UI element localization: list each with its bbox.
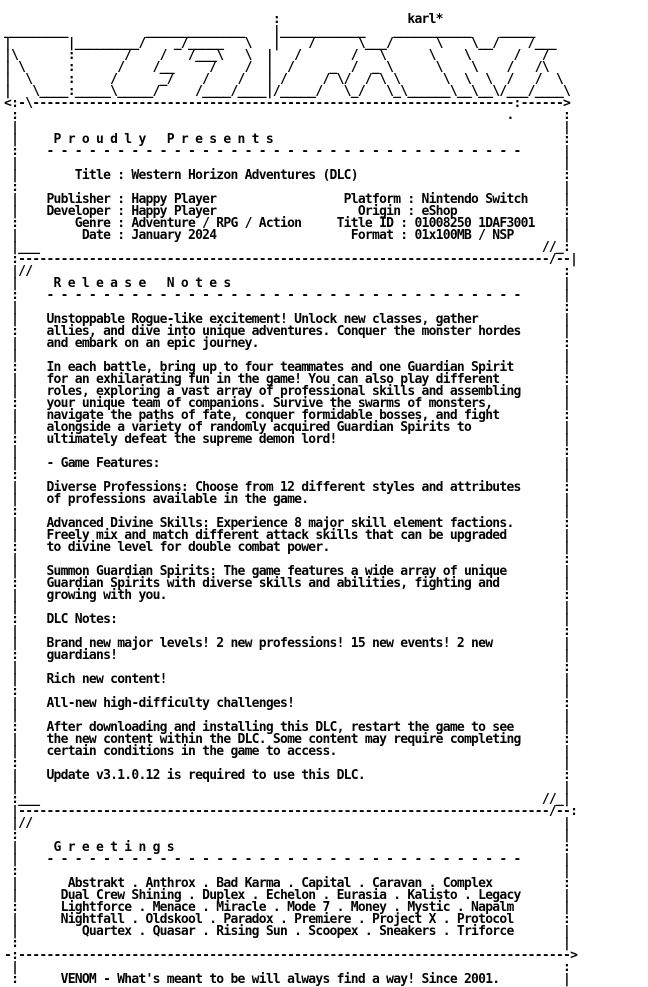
- nfo-line: : allies, and dive into unique adventures. Conquer the monster hordes |: [4, 324, 571, 339]
- nfo-line: | and embark on an epic journey. :: [4, 336, 571, 351]
- nfo-line: |---------------------------------------------------------------------------/--:: [4, 804, 578, 819]
- nfo-line: : VENOM - What's meant to be will always find a way! Since 2001. |: [4, 972, 571, 987]
- nfo-line: : to divine level for double combat power. |: [4, 540, 571, 555]
- nfo-line: | \ : / _/ / / | / / \/ / \ \ \ \ \ / / \: [4, 72, 564, 87]
- nfo-line: | :: [4, 444, 571, 459]
- nfo-line: : Guardian Spirits with diverse skills and abilities, fighting and |: [4, 576, 571, 591]
- nfo-line: | for an exhilarating fun in the game! You can also play different :: [4, 372, 571, 387]
- nfo-line: : |: [4, 684, 571, 699]
- nfo-line: | Nightfall . Oldskool . Paradox . Premiere . Project X . Protocol :: [4, 912, 571, 927]
- nfo-line: |// :: [4, 264, 571, 279]
- nfo-line: : your unique team of companions. Survive the swarms of monsters, |: [4, 396, 571, 411]
- nfo-line: | alongside a variety of randomly acquired Guardian Spirits to |: [4, 420, 571, 435]
- nfo-line: : - - - - - - - - - - - - - - - - - - - - - - - - - - - - - - - - - - |: [4, 288, 571, 303]
- nfo-line: |\ : / / /___\ \ | / / \ \ \ / /: [4, 48, 549, 63]
- nfo-line: | growing with you. :: [4, 588, 571, 603]
- nfo-line: | :: [4, 300, 571, 315]
- nfo-line: : |: [4, 936, 571, 951]
- nfo-line: | :: [4, 552, 571, 567]
- nfo-line: | R e l e a s e N o t e s |: [4, 276, 571, 291]
- nfo-line: | |: [4, 156, 571, 171]
- nfo-line: | |_________/ _/_____ \ | / \___/ \ \__/ /___: [4, 36, 556, 51]
- nfo-line: : |: [4, 756, 571, 771]
- nfo-line: | P r o u d l y P r e s e n t s :: [4, 132, 571, 147]
- nfo-line: | :: [4, 660, 571, 675]
- nfo-line: | Date : January 2024 Format : 01x100MB / NSP |: [4, 228, 571, 243]
- nfo-line: | Advanced Divine Skills: Experience 8 major skill element factions. :: [4, 516, 571, 531]
- nfo-line: | All-new high-difficulty challenges! :: [4, 696, 571, 711]
- nfo-line: | |: [4, 600, 571, 615]
- nfo-line: | certain conditions in the game to access. |: [4, 744, 571, 759]
- nfo-line: | Abstrakt . Anthrox . Bad Karma . Capital . Caravan . Complex :: [4, 876, 571, 891]
- nfo-line: | Quartex . Quasar . Rising Sun . Scoopex . Sneakers . Triforce |: [4, 924, 571, 939]
- nfo-line: | - Game Features: |: [4, 456, 571, 471]
- nfo-line: | Title : Western Horizon Adventures (DLC) :: [4, 168, 571, 183]
- nfo-line: | |: [4, 780, 571, 795]
- nfo-line: : |: [4, 828, 571, 843]
- nfo-line: : guardians! |: [4, 648, 571, 663]
- nfo-line: : |: [4, 468, 571, 483]
- nfo-line: : Genre : Adventure / RPG / Action Title ID : 01008250 1DAF3001 |: [4, 216, 571, 231]
- nfo-line: -:------------------------------------------------------------------------------>: [4, 948, 578, 963]
- nfo-line: | \ : / /__ / / | / _ / _ \ \ \ / /\: [4, 60, 549, 75]
- nfo-line: : In each battle, bring up to four teammates and one Guardian Spirit |: [4, 360, 571, 375]
- nfo-line: | roles, exploring a vast array of professional skills and assembling |: [4, 384, 571, 399]
- nfo-line: :---------------------------------------------------------------------------/--|: [4, 252, 578, 267]
- nfo-line: | Publisher : Happy Player Platform : Nintendo Switch |: [4, 192, 571, 207]
- nfo-line: | |: [4, 120, 571, 135]
- nfo-line: _________ ______________ |____________ ___________ _____: [4, 24, 535, 39]
- nfo-line: | Summon Guardian Spirits: The game features a wide array of unique |: [4, 564, 571, 579]
- nfo-line: : Lightforce . Menace . Miracle . Mode 7 . Money . Mystic . Napalm |: [4, 900, 571, 915]
- nfo-line: : - - - - - - - - - - - - - - - - - - - - - - - - - - - - - - - - - - |: [4, 144, 571, 159]
- nfo-line: : karl*: [4, 12, 443, 27]
- nfo-line: |// |: [4, 816, 571, 831]
- nfo-line: | the new content within the DLC. Some content may require completing :: [4, 732, 571, 747]
- nfo-line: | Freely mix and match different attack skills that can be upgraded |: [4, 528, 571, 543]
- nfo-line: : DLC Notes: |: [4, 612, 571, 627]
- nfo-line: | |: [4, 708, 571, 723]
- nfo-line: | Dual Crew Shining . Duplex . Echelon . Eurasia . Kalisto . Legacy |: [4, 888, 571, 903]
- nfo-line: : ultimately defeat the supreme demon lord! |: [4, 432, 571, 447]
- nfo-line: | Rich new content! |: [4, 672, 571, 687]
- nfo-line: | :: [4, 960, 571, 975]
- nfo-line: | :: [4, 624, 571, 639]
- nfo-line: | navigate the paths of fate, conquer formidable bosses, and fight :: [4, 408, 571, 423]
- nfo-line: : |: [4, 504, 571, 519]
- nfo-line: | - - - - - - - - - - - - - - - - - - - - - - - - - - - - - - - - - - |: [4, 852, 571, 867]
- nfo-line: : |: [4, 180, 571, 195]
- nfo-line: | Brand new major levels! 2 new professions! 15 new events! 2 new |: [4, 636, 571, 651]
- nfo-line: : . :: [4, 108, 571, 123]
- nfo-line: | G r e e t i n g s :: [4, 840, 571, 855]
- nfo-line: | of professions available in the game. |: [4, 492, 571, 507]
- nfo-line: | Unstoppable Rogue-like excitement! Unlock new classes, gather |: [4, 312, 571, 327]
- nfo-line: <:-\--------------------------------------------------------------------:------>: [4, 96, 571, 111]
- nfo-line: | \____:_____\_____/ /____/____|/_____/ \_/ \_\______\__\__\/___/____\: [4, 84, 571, 99]
- nfo-line: |___ //_:: [4, 240, 571, 255]
- nfo-line: | Update v3.1.0.12 is required to use this DLC. :: [4, 768, 571, 783]
- nfo-line: | Developer : Happy Player Origin : eShop :: [4, 204, 571, 219]
- nfo-line: : |: [4, 864, 571, 879]
- nfo-line: : After downloading and installing this DLC, restart the game to see |: [4, 720, 571, 735]
- nfo-line: :___ //_|: [4, 792, 571, 807]
- nfo-line: | Diverse Professions: Choose from 12 different styles and attributes :: [4, 480, 571, 495]
- nfo-line: | |: [4, 348, 571, 363]
